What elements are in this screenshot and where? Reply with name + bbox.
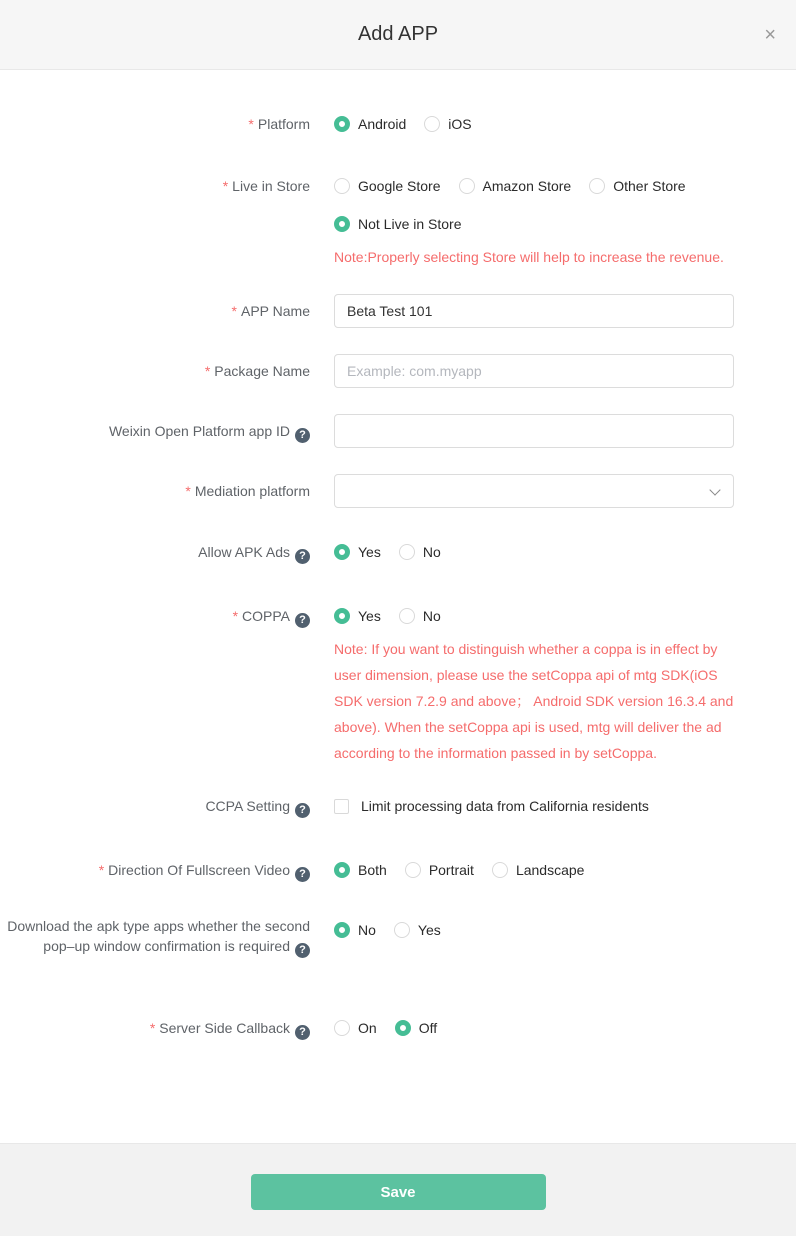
platform-label: * Platform [248,116,310,132]
required-marker: * [222,178,229,194]
checkbox-unchecked-icon[interactable] [334,799,349,814]
radio-selected-icon[interactable] [334,862,350,878]
page-title: Add APP [357,23,439,45]
required-marker: * [149,1020,156,1036]
radio-unselected-icon[interactable] [589,178,605,194]
radio-download-yes[interactable]: Yes [394,920,441,940]
download-apk-confirmation-label: Download the apk type apps whether the second pop–up window confirmation is required ? [7,918,310,956]
form-row-live-in-store [0,176,734,270]
help-icon[interactable]: ? [295,803,310,818]
radio-unselected-icon[interactable] [334,1020,350,1036]
radio-apk-ads-no[interactable]: No [399,542,441,562]
form-row-download-apk-confirmation [0,916,734,958]
form-row-allow-apk-ads [0,542,734,564]
radio-coppa-yes[interactable]: Yes [334,606,381,626]
package-name-label: * Package Name [204,363,310,379]
radio-selected-icon[interactable] [334,544,350,560]
ccpa-checkbox-option[interactable]: Limit processing data from California residents [334,796,734,816]
radio-coppa-no[interactable]: No [399,606,441,626]
required-marker: * [204,363,211,379]
platform-radio-group [334,114,734,134]
radio-selected-icon[interactable] [334,922,350,938]
help-icon[interactable]: ? [295,613,310,628]
help-icon[interactable]: ? [295,428,310,443]
radio-google-store[interactable]: Google Store [334,176,441,196]
chevron-down-icon [709,484,720,495]
form-row-platform [0,114,734,134]
required-marker: * [98,862,105,878]
radio-unselected-icon[interactable] [424,116,440,132]
package-name-input[interactable] [334,354,734,388]
live-in-store-radio-group-line2 [334,214,734,234]
radio-direction-landscape[interactable]: Landscape [492,860,585,880]
radio-ios[interactable]: iOS [424,114,471,134]
live-in-store-label: * Live in Store [222,178,310,194]
radio-amazon-store[interactable]: Amazon Store [459,176,572,196]
form-row-server-side-callback [0,1018,734,1040]
radio-unselected-icon[interactable] [334,178,350,194]
weixin-app-id-label: Weixin Open Platform app ID ? [0,414,310,443]
radio-unselected-icon[interactable] [399,608,415,624]
form-row-direction-of-fullscreen-video [0,860,734,882]
weixin-app-id-input[interactable] [334,414,734,448]
radio-unselected-icon[interactable] [492,862,508,878]
coppa-note-text: Note: If you want to distinguish whether a coppa is in effect by user dimension, please use the setCoppa api of mtg SDK(iOS SDK version 7.2.9 and above； Android SDK version 16.3.4 and above). When the setCoppa api is used, mtg will deliver the ad according to the information passed in by setCoppa. [334,641,734,761]
allow-apk-ads-label: Allow APK Ads ? [0,542,310,564]
radio-selected-icon[interactable] [334,116,350,132]
help-icon[interactable]: ? [295,867,310,882]
ccpa-setting-label: CCPA Setting ? [0,796,310,818]
radio-other-store[interactable]: Other Store [589,176,685,196]
form-body [0,70,796,1143]
radio-callback-off[interactable]: Off [395,1018,437,1038]
live-in-store-radio-group [334,176,734,196]
required-marker: * [231,303,237,319]
form-row-ccpa-setting [0,796,734,818]
close-icon[interactable]: × [764,23,776,46]
server-callback-radio-group [334,1018,734,1038]
store-note-text: Note:Properly selecting Store will help to increase the revenue. [334,249,724,265]
form-row-app-name [0,294,734,328]
radio-direction-portrait[interactable]: Portrait [405,860,474,880]
radio-android[interactable]: Android [334,114,406,134]
mediation-platform-select[interactable] [334,474,734,508]
required-marker: * [248,116,254,132]
radio-download-no[interactable]: No [334,920,376,940]
dialog-footer [0,1143,796,1236]
radio-selected-icon[interactable] [334,608,350,624]
app-name-label: * APP Name [231,303,310,319]
radio-selected-icon[interactable] [334,216,350,232]
radio-not-live-in-store[interactable]: Not Live in Store [334,214,462,234]
direction-label: * Direction Of Fullscreen Video ? [0,860,310,882]
form-row-coppa [0,606,734,766]
radio-unselected-icon[interactable] [394,922,410,938]
radio-apk-ads-yes[interactable]: Yes [334,542,381,562]
form-row-package-name [0,354,734,388]
radio-unselected-icon[interactable] [459,178,475,194]
direction-radio-group [334,860,734,880]
mediation-platform-label: * Mediation platform [185,483,310,499]
required-marker: * [232,608,239,624]
save-button[interactable]: Save [251,1174,546,1210]
server-side-callback-label: * Server Side Callback ? [0,1018,310,1040]
help-icon[interactable]: ? [295,943,310,958]
form-row-weixin-app-id [0,414,734,448]
radio-callback-on[interactable]: On [334,1018,377,1038]
app-name-input[interactable] [334,294,734,328]
download-apk-radio-group [334,920,734,940]
radio-unselected-icon[interactable] [399,544,415,560]
dialog-header [0,0,796,70]
help-icon[interactable]: ? [295,549,310,564]
help-icon[interactable]: ? [295,1025,310,1040]
radio-direction-both[interactable]: Both [334,860,387,880]
form-row-mediation-platform [0,474,734,508]
radio-unselected-icon[interactable] [405,862,421,878]
coppa-label: * COPPA ? [0,606,310,628]
radio-selected-icon[interactable] [395,1020,411,1036]
required-marker: * [185,483,191,499]
coppa-radio-group [334,606,734,626]
allow-apk-ads-radio-group [334,542,734,562]
